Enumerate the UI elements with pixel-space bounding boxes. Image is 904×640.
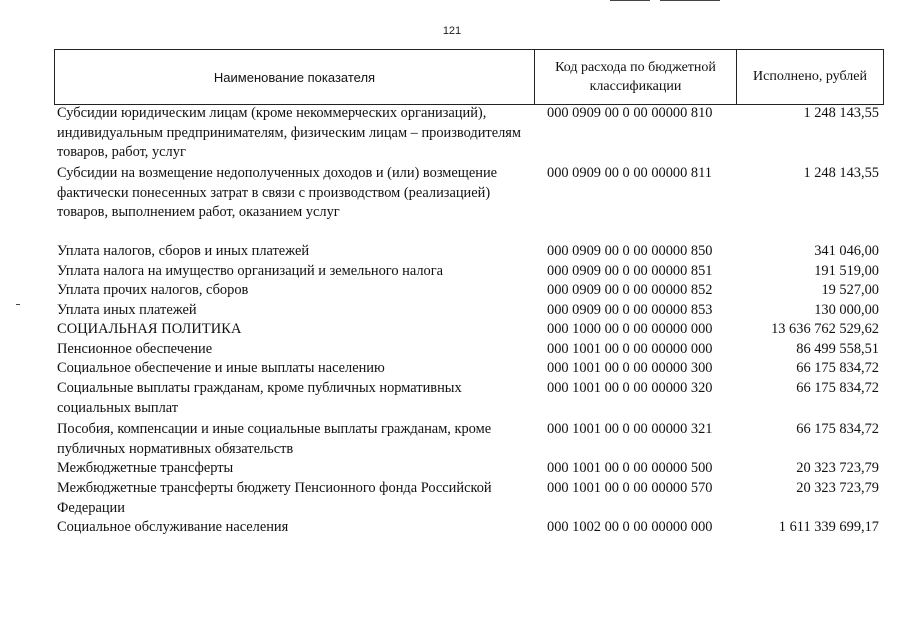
row-amount: 341 046,00 bbox=[814, 243, 879, 259]
row-amount: 191 519,00 bbox=[814, 263, 879, 279]
row-amount: 20 323 723,79 bbox=[796, 460, 879, 476]
row-name: Социальное обслуживание населения bbox=[57, 519, 289, 535]
row-name: Уплата налога на имущество организаций и земельного налога bbox=[57, 263, 444, 279]
row-name: Уплата иных платежей bbox=[57, 302, 197, 318]
row-code: 000 1001 00 0 00 00000 570 bbox=[547, 480, 713, 496]
row-name: Социальное обеспечение и иные выплаты населению bbox=[57, 360, 385, 376]
row-name: Уплата налогов, сборов и иных платежей bbox=[57, 243, 310, 259]
row-amount: 86 499 558,51 bbox=[796, 341, 879, 357]
row-name: Субсидии на возмещение недополученных доходов и (или) возмещение фактически понесенных затрат в связи с производством (реализацией) товаров, выполнением работ, оказанием услуг bbox=[57, 165, 498, 220]
row-amount: 130 000,00 bbox=[814, 302, 879, 318]
row-code: 000 1001 00 0 00 00000 321 bbox=[547, 421, 713, 437]
header-name-column: Наименование показателя bbox=[55, 50, 535, 104]
row-amount: 66 175 834,72 bbox=[796, 380, 879, 396]
scan-speck bbox=[16, 304, 20, 305]
row-code: 000 1001 00 0 00 00000 300 bbox=[547, 360, 713, 376]
row-name: Пособия, компенсации и иные социальные выплаты гражданам, кроме публичных нормативных обязательств bbox=[57, 421, 492, 457]
row-code: 000 0909 00 0 00 00000 851 bbox=[547, 263, 713, 279]
row-name: Уплата прочих налогов, сборов bbox=[57, 282, 249, 298]
row-amount: 66 175 834,72 bbox=[796, 421, 879, 437]
row-code: 000 0909 00 0 00 00000 852 bbox=[547, 282, 713, 298]
row-name: Социальные выплаты гражданам, кроме публичных нормативных социальных выплат bbox=[57, 380, 462, 416]
row-code: 000 0909 00 0 00 00000 853 bbox=[547, 302, 713, 318]
row-amount: 1 248 143,55 bbox=[803, 105, 879, 121]
row-code: 000 1000 00 0 00 00000 000 bbox=[547, 321, 713, 337]
row-name: Межбюджетные трансферты бюджету Пенсионного фонда Российской Федерации bbox=[57, 480, 492, 516]
row-amount: 20 323 723,79 bbox=[796, 480, 879, 496]
row-code: 000 0909 00 0 00 00000 811 bbox=[547, 165, 712, 181]
row-amount: 66 175 834,72 bbox=[796, 360, 879, 376]
row-code: 000 1002 00 0 00 00000 000 bbox=[547, 519, 713, 535]
row-amount: 1 248 143,55 bbox=[803, 165, 879, 181]
row-name: Субсидии юридическим лицам (кроме некоммерческих организаций), индивидуальным предпринимателям, физическим лицам – производителям товаров, работ, услуг bbox=[57, 105, 522, 160]
page-number: 121 bbox=[442, 25, 462, 37]
row-code: 000 1001 00 0 00 00000 500 bbox=[547, 460, 713, 476]
scan-edge-mark bbox=[610, 0, 650, 1]
row-code: 000 0909 00 0 00 00000 850 bbox=[547, 243, 713, 259]
row-name: Пенсионное обеспечение bbox=[57, 341, 213, 357]
row-name: СОЦИАЛЬНАЯ ПОЛИТИКА bbox=[57, 321, 242, 337]
row-code: 000 1001 00 0 00 00000 320 bbox=[547, 380, 713, 396]
row-amount: 13 636 762 529,62 bbox=[771, 321, 879, 337]
row-code: 000 0909 00 0 00 00000 810 bbox=[547, 105, 713, 121]
row-amount: 1 611 339 699,17 bbox=[778, 519, 879, 535]
row-amount: 19 527,00 bbox=[821, 282, 879, 298]
row-code: 000 1001 00 0 00 00000 000 bbox=[547, 341, 713, 357]
header-amount-column: Исполнено, рублей bbox=[753, 69, 867, 84]
header-code-column: Код расхода по бюджетной классификации bbox=[535, 50, 737, 104]
row-name: Межбюджетные трансферты bbox=[57, 460, 234, 476]
table-header bbox=[54, 49, 884, 105]
scan-edge-mark bbox=[660, 0, 720, 1]
